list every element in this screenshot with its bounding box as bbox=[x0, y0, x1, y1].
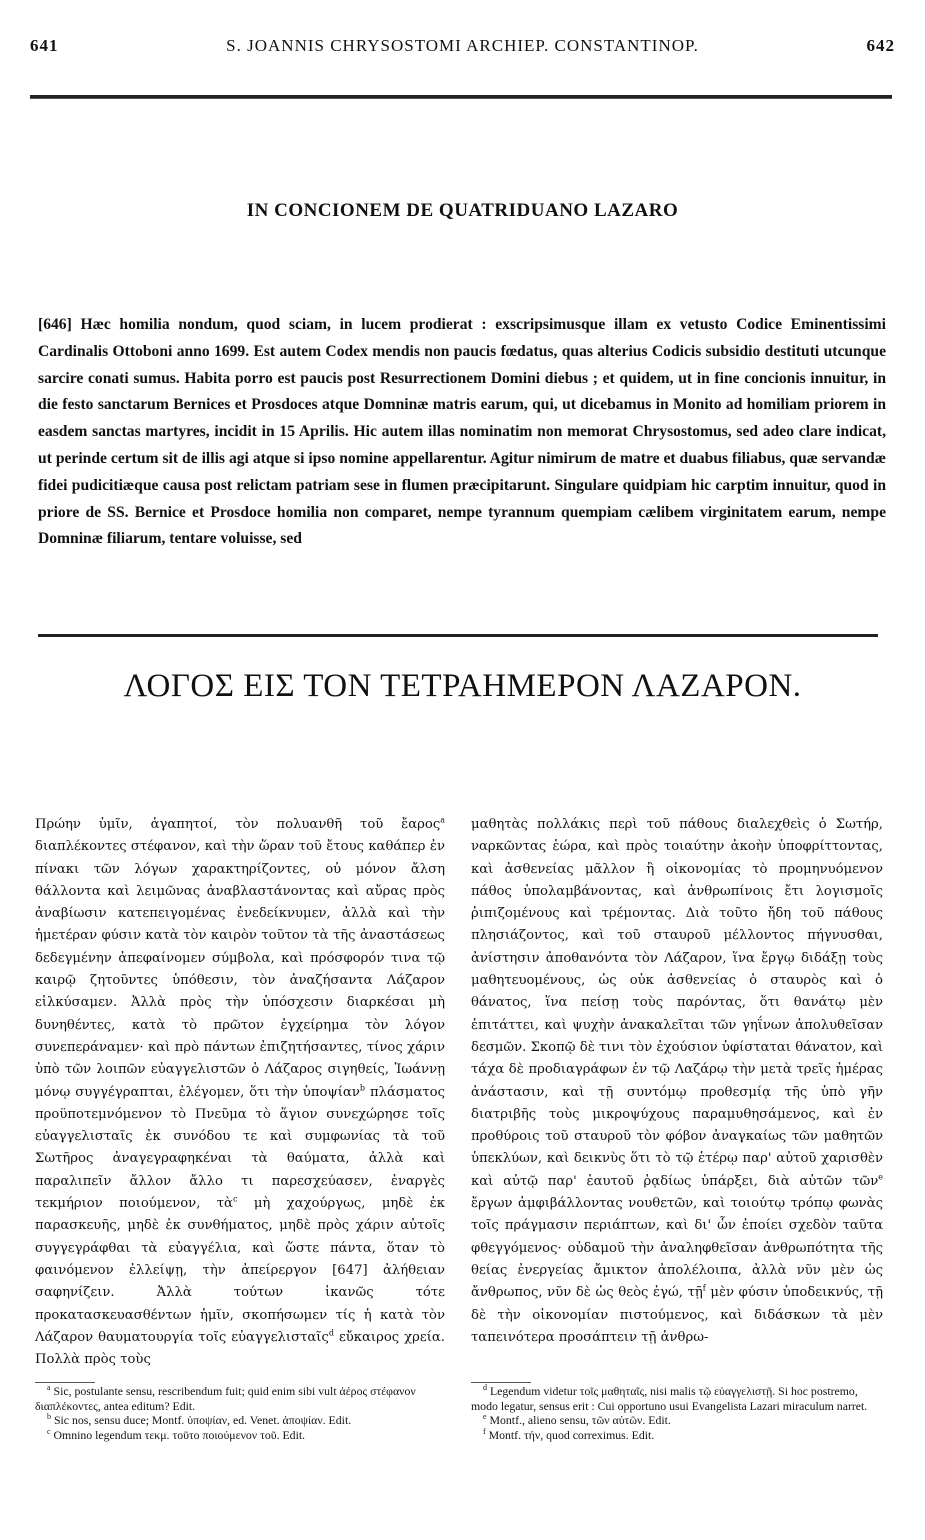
text-segment: μὴ χαχούργως, μηδὲ ἐκ παρασκευῆς, μηδὲ ἐκ συνθήματος, μηδὲ πρὸς χάριν αὐτοῖς συγγεγράφθαι τὰ εὐαγγέλια, καὶ ὥστε πάντα, ὅταν τὸ φαινόμενον ἐλλείψῃ, τὴν ἀπείρεργον [647] ἀλήθειαν σαφηνίζειν. Ἀλλὰ τούτων ἱκανῶς τότε προκατασκευασθέντων ἡμῖν, σκοπήσωμεν τίς ἡ κατὰ τὸν Λάζαρον θαυματουργία τοῖς εὐαγγελισταῖς bbox=[35, 1196, 446, 1345]
text-segment: μαθητὰς πολλάκις περὶ τοῦ πάθους διαλεχθεὶς ὁ Σωτήρ, ναρκῶντας ἑώρα, καὶ πρὸς τοιαύτην ἀκοὴν ὑποφρίττοντας, καὶ ἀσθενείας μᾶλλον ἢ οἰκονομίας τὸ προμηνυόμενον πάθος ὑπολαμβάνοντας, καὶ ἀνθρωπίνοις ἔτι λογισμοῖς ῥιπιζομένους καὶ τρέμοντας. Διὰ τοῦτο ἤδη τοῦ πάθους πλησιάζοντος, καὶ τοῦ σταυροῦ μέλλοντος πήγνυσθαι, ἀνίστησιν ἀποθανόντα τὸν Λάζαρον, ἵνα ἔργῳ διδάξῃ τοὺς μαθητευομένους, ὡς οὐκ ἀσθενείας ὁ σταυρὸς καὶ ὁ θάνατος, ἵνα πείσῃ τοὺς παρόντας, ὅτι θανάτῳ μὲν ἐπιτάττει, καὶ ψυχὴν ἀνακαλεῖται τῶν γηΐνων ἀπολυθεῖσαν δεσμῶν. Σκοπῷ δὲ τινι τὸν ἐχούσιον ὑφίσταται θάνατον, καὶ τάχα δὲ προδιαγράφων ἐν τῷ Λαζάρῳ τὴν μετὰ τρεῖς ἡμέρας ἀνάστασιν, καὶ τῇ συντόμῳ προθεσμίᾳ τῆς ὑπὸ γῆν διατριβῆς τοὺς μικροψύχους παραμυθησάμενος, καὶ ἐν προθύροις τοῦ σταυροῦ τὸν φόβον ἀναγκαίως τῶν μαθητῶν ὑπεκλύων, καὶ δεικνὺς ὅτι τὸ τῷ ἑτέρῳ παρ' αὐτοῦ χαρισθὲν καὶ αὐτῷ παρ' ἑαυτοῦ ῥᾳδίως ὑπάρξει, διὰ αὐτῶν τῶν bbox=[471, 817, 883, 1189]
footnote-text: Sic nos, sensu duce; Montf. ὑποψίαν, ed. Venet. ἀποψίαν. Edit. bbox=[51, 1413, 352, 1427]
footnote-marker: e bbox=[878, 1172, 883, 1182]
footnote-text: Sic, postulante sensu, rescribendum fuit; quid enim sibi vult ἀέρος στέφανον διαπλέκοντες, antea editum? Edit. bbox=[35, 1384, 416, 1413]
footnote-mark: d bbox=[483, 1383, 487, 1393]
greek-text-left-column bbox=[35, 814, 445, 1371]
footnote-mark: f bbox=[483, 1426, 486, 1436]
latin-title: IN CONCIONEM DE QUATRIDUANO LAZARO bbox=[246, 200, 679, 221]
footnote-marker: a bbox=[440, 815, 445, 825]
footnote-marker: c bbox=[232, 1194, 238, 1204]
running-head bbox=[30, 36, 895, 60]
header-rule bbox=[30, 95, 892, 99]
text-segment: μὲν φύσιν ὑποδεικνύς, τῇ δὲ τὴν οἰκονομίαν πιστούμενος, καὶ διδάσκων τὰ μὲν ταπεινότερα προσάπτειν τῇ ἀνθρω- bbox=[471, 1285, 883, 1345]
footnotes-right bbox=[471, 1384, 883, 1442]
footnote bbox=[471, 1428, 883, 1443]
footnote-marker: d bbox=[328, 1328, 334, 1338]
footnote-marker: f bbox=[702, 1283, 706, 1293]
footnote-rule-right bbox=[471, 1382, 531, 1383]
text-segment: Πρώην ὑμῖν, ἀγαπητοί, τὸν πολυανθῆ τοῦ ἔαρος bbox=[35, 817, 441, 832]
footnote bbox=[35, 1428, 445, 1443]
section-rule bbox=[38, 634, 878, 637]
footnote-mark: e bbox=[483, 1412, 487, 1422]
footnote-text: Montf. τήν, quod correximus. Edit. bbox=[485, 1427, 655, 1442]
text-segment: πλάσματος προϋποτεμνόμενον τὸ Πνεῦμα τὸ ἅγιον συνεχώρησε τοῖς εὐαγγελισταῖς ἐκ συνόδου τε καὶ συμφωνίας τὰ τοῦ Σωτῆρος ἀναγεγραφηκέναι τὰ θαύματα, ἀλλὰ καὶ παραλιπεῖν ἄλλον ἄλλο τι παρεσχεύασεν, ἐναργὲς τεκμήριον ποιούμενον, τὰ bbox=[35, 1084, 445, 1212]
footnote bbox=[35, 1384, 445, 1413]
footnote bbox=[471, 1384, 883, 1413]
latin-preface: [646] Hæc homilia nondum, quod sciam, in lucem prodierat : exscripsimusque illam ex vetusto Codice Eminentissimi Cardinalis Ottoboni anno 1699. Est autem Codex mendis non paucis fœdatus, quas alterius Codicis subsidio destituti utcunque sarcire conati sumus. Habita porro est paucis post Resurrectionem Domini diebus ; et quidem, ut in fine concionis innuitur, in die festo sanctarum Bernices et Prosdoces atque Domninæ matris earum, qui, ut dicebamus in Monito ad homiliam priorem in easdem sanctas martyres, incidit in 15 Aprilis. Hic autem illas nominatim non memorat Chrysostomus, sed adeo clare indicat, ut perinde certum sit de illis agi atque si ipso nomine appellarentur. Agitur nimirum de matre et duabus filiabus, quæ servandæ fidei pudicitiæque causa post relictam patriam sese in flumen præcipitarunt. Singulare quidpiam hic carptim innuitur, quod in priore de SS. Bernice et Prosdoce homilia non comparet, nempe tyrannum quempiam cælibem virginitatem earum, nempe Domninæ filiarum, tentare voluisse, sed bbox=[38, 316, 886, 548]
footnote-marker: b bbox=[359, 1083, 365, 1093]
text-segment: εὔκαιρος χρεία. Πολλὰ πρὸς τοὺς bbox=[35, 1329, 445, 1368]
footnotes-left bbox=[35, 1384, 445, 1442]
footnote-mark: b bbox=[47, 1412, 51, 1422]
greek-text-right-column bbox=[471, 814, 883, 1349]
footnote bbox=[35, 1413, 445, 1428]
running-title: S. JOANNIS CHRYSOSTOMI ARCHIEP. CONSTANTINOP. bbox=[226, 36, 699, 55]
footnote bbox=[471, 1413, 883, 1428]
footnote-rule-left bbox=[35, 1382, 95, 1383]
text-segment: διαπλέκοντες στέφανον, καὶ τὴν ὥραν τοῦ ἔτους καθάπερ ἐν πίνακι τῶν λόγων χαρακτηρίζοντες, οὐ μόνον ἄλση θάλλοντα καὶ λειμῶνας ἀναβλαστάνοντας καὶ αὔρας πρὸς ἀναβίωσιν κατεπειγομένας ἐνεδείκνυμεν, ἀλλὰ καὶ τὴν ἡμετέραν φύσιν κατὰ τὸν καιρὸν τοῦτον τὰ τῆς ἀναστάσεως δεδεγμένην ἀπεφαίνομεν σύμβολα, καὶ πρόσφορόν τινα τῷ καιρῷ ζητοῦντες ὑπόθεσιν, τὸν ἀναζήσαντα Λάζαρον εἱλκύσαμεν. Ἀλλὰ πρὸς τὴν ὑπόσχεσιν διαρκέσαι μὴ δυνηθέντες, κατὰ τὸ πρῶτον ἐγχείρημα τὸν λόγον συνεπεράναμεν· καὶ πρὸ πάντων ἐπιζητήσαντες, τίνος χάριν ὑπὸ τῶν λοιπῶν εὐαγγελιστῶν ὁ Λάζαρος σιγηθείς, Ἰωάννῃ μόνῳ συγγέγραπται, ἐλέγομεν, ὅτι τὴν ὑποψίαν bbox=[35, 839, 445, 1100]
footnote-mark: c bbox=[47, 1426, 51, 1436]
footnote-text: Montf., alieno sensu, τῶν αὐτῶν. Edit. bbox=[486, 1413, 671, 1427]
text-segment: ἔργων ἀμφιβάλλοντας νουθετῶν, καὶ τοιούτῳ τρόπῳ φωνὰς τοῖς πράγμασιν περιάπτων, καὶ δι' ὧν ἐποίει σχεδὸν ταῦτα φθεγγόμενος· οὐδαμοῦ τὴν ἀναληφθεῖσαν ἀνθρωπότητα τῆς θείας ἐνεργείας ἄμικτον ἀπολέλοιπα, ἀλλὰ νῦν μὲν ὡς ἄνθρωπος, νῦν δὲ ὡς θεὸς ἐγώ, τῇ bbox=[471, 1196, 883, 1301]
footnote-text: Legendum videtur τοῖς μαθηταῖς, nisi malis τῷ εὐαγγελιστῇ. Si hoc postremo, modo legatur, sensus erit : Cui opportuno usui Evangelista Lazari miraculum narret. bbox=[471, 1384, 868, 1413]
greek-title: ΛΟΓΟΣ ΕΙΣ ΤΟΝ ΤΕΤΡΑΗΜΕΡΟΝ ΛΑΖΑΡΟΝ. bbox=[123, 668, 802, 704]
page-number-left: 641 bbox=[30, 36, 59, 55]
page-number-right: 642 bbox=[866, 36, 895, 55]
footnote-mark: a bbox=[47, 1383, 51, 1393]
footnote-text: Omnino legendum τεκμ. τοῦτο ποιούμενον τοῦ. Edit. bbox=[50, 1427, 306, 1442]
